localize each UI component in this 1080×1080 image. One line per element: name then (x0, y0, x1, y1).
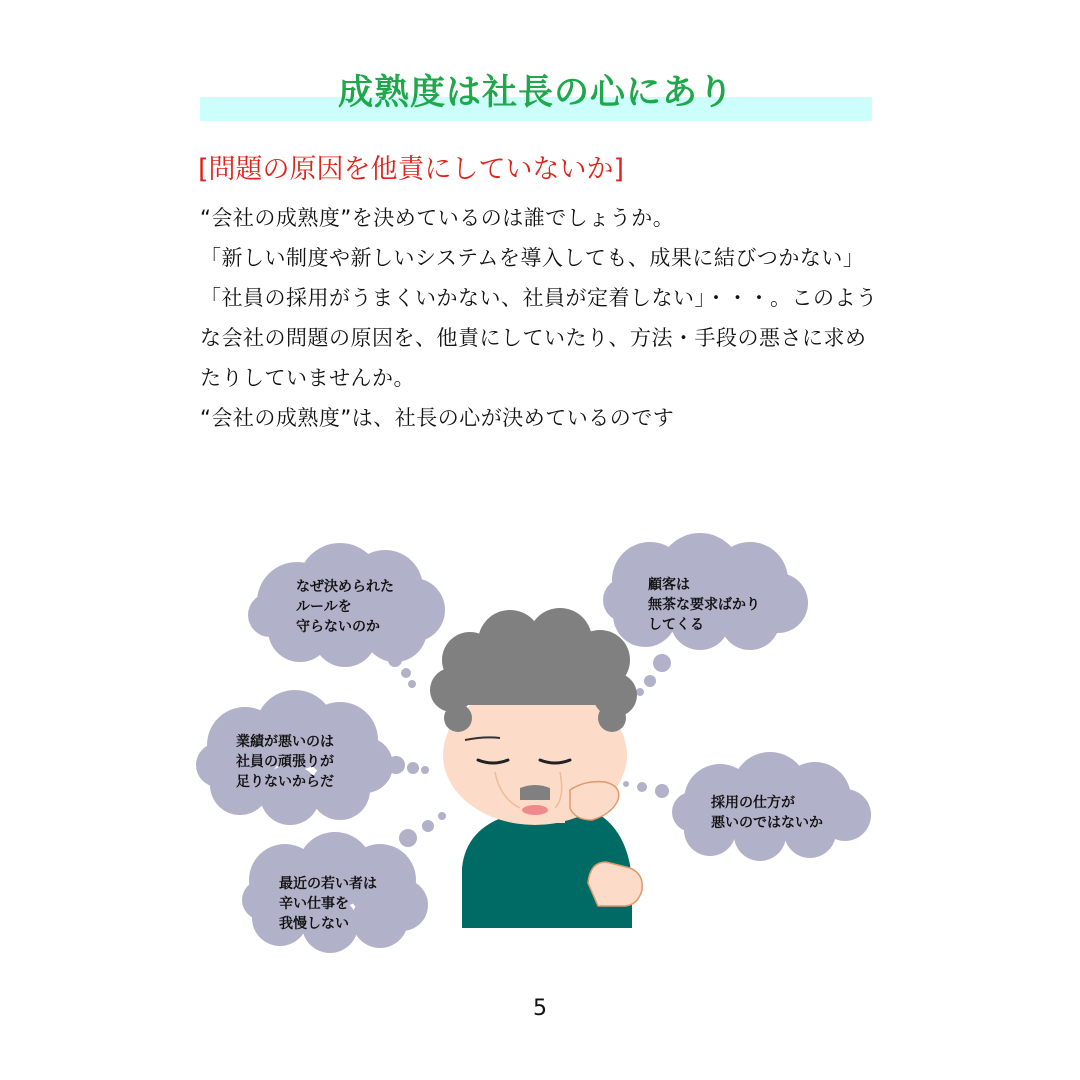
page-number: 5 (533, 996, 547, 1021)
thought-bubble-hiring: 採用の仕方が 悪いのではないか (711, 795, 823, 831)
raised-hand (588, 862, 642, 906)
paragraph-line: “会社の成熟度”は、社長の心が決めているのです (200, 406, 675, 430)
thought-bubble-young-people: 最近の若い者は 辛い仕事を 我慢しない (279, 876, 377, 932)
mustache (520, 785, 550, 800)
worried-man-figure (430, 608, 642, 928)
page-title: 成熟度は社長の心にあり (337, 73, 734, 113)
paragraph-line: 「新しい制度や新しいシステムを導入しても、成果に結びつかない」 (200, 246, 865, 270)
paragraph-line: “会社の成熟度”を決めているのは誰でしょうか。 (200, 206, 675, 230)
section-subtitle: [問題の原因を他責にしていないか] (198, 154, 625, 185)
paragraph-line: な会社の問題の原因を、他責にしていたり、方法・手段の悪さに求め (200, 326, 867, 350)
paragraph-line: 「社員の採用がうまくいかない、社員が定着しない」・・・。このよう (200, 286, 878, 310)
mouth (522, 805, 548, 815)
thought-bubble-performance: 業績が悪いのは 社員の頑張りが 足りないからだ (236, 734, 334, 790)
thought-bubble-rules: なぜ決められた ルールを 守らないのか (296, 579, 394, 635)
paragraph-line: たりしていませんか。 (200, 366, 415, 390)
thought-bubble-customers: 顧客は 無茶な要求ばかり してくる (648, 577, 760, 633)
hand-on-chin (570, 782, 619, 820)
